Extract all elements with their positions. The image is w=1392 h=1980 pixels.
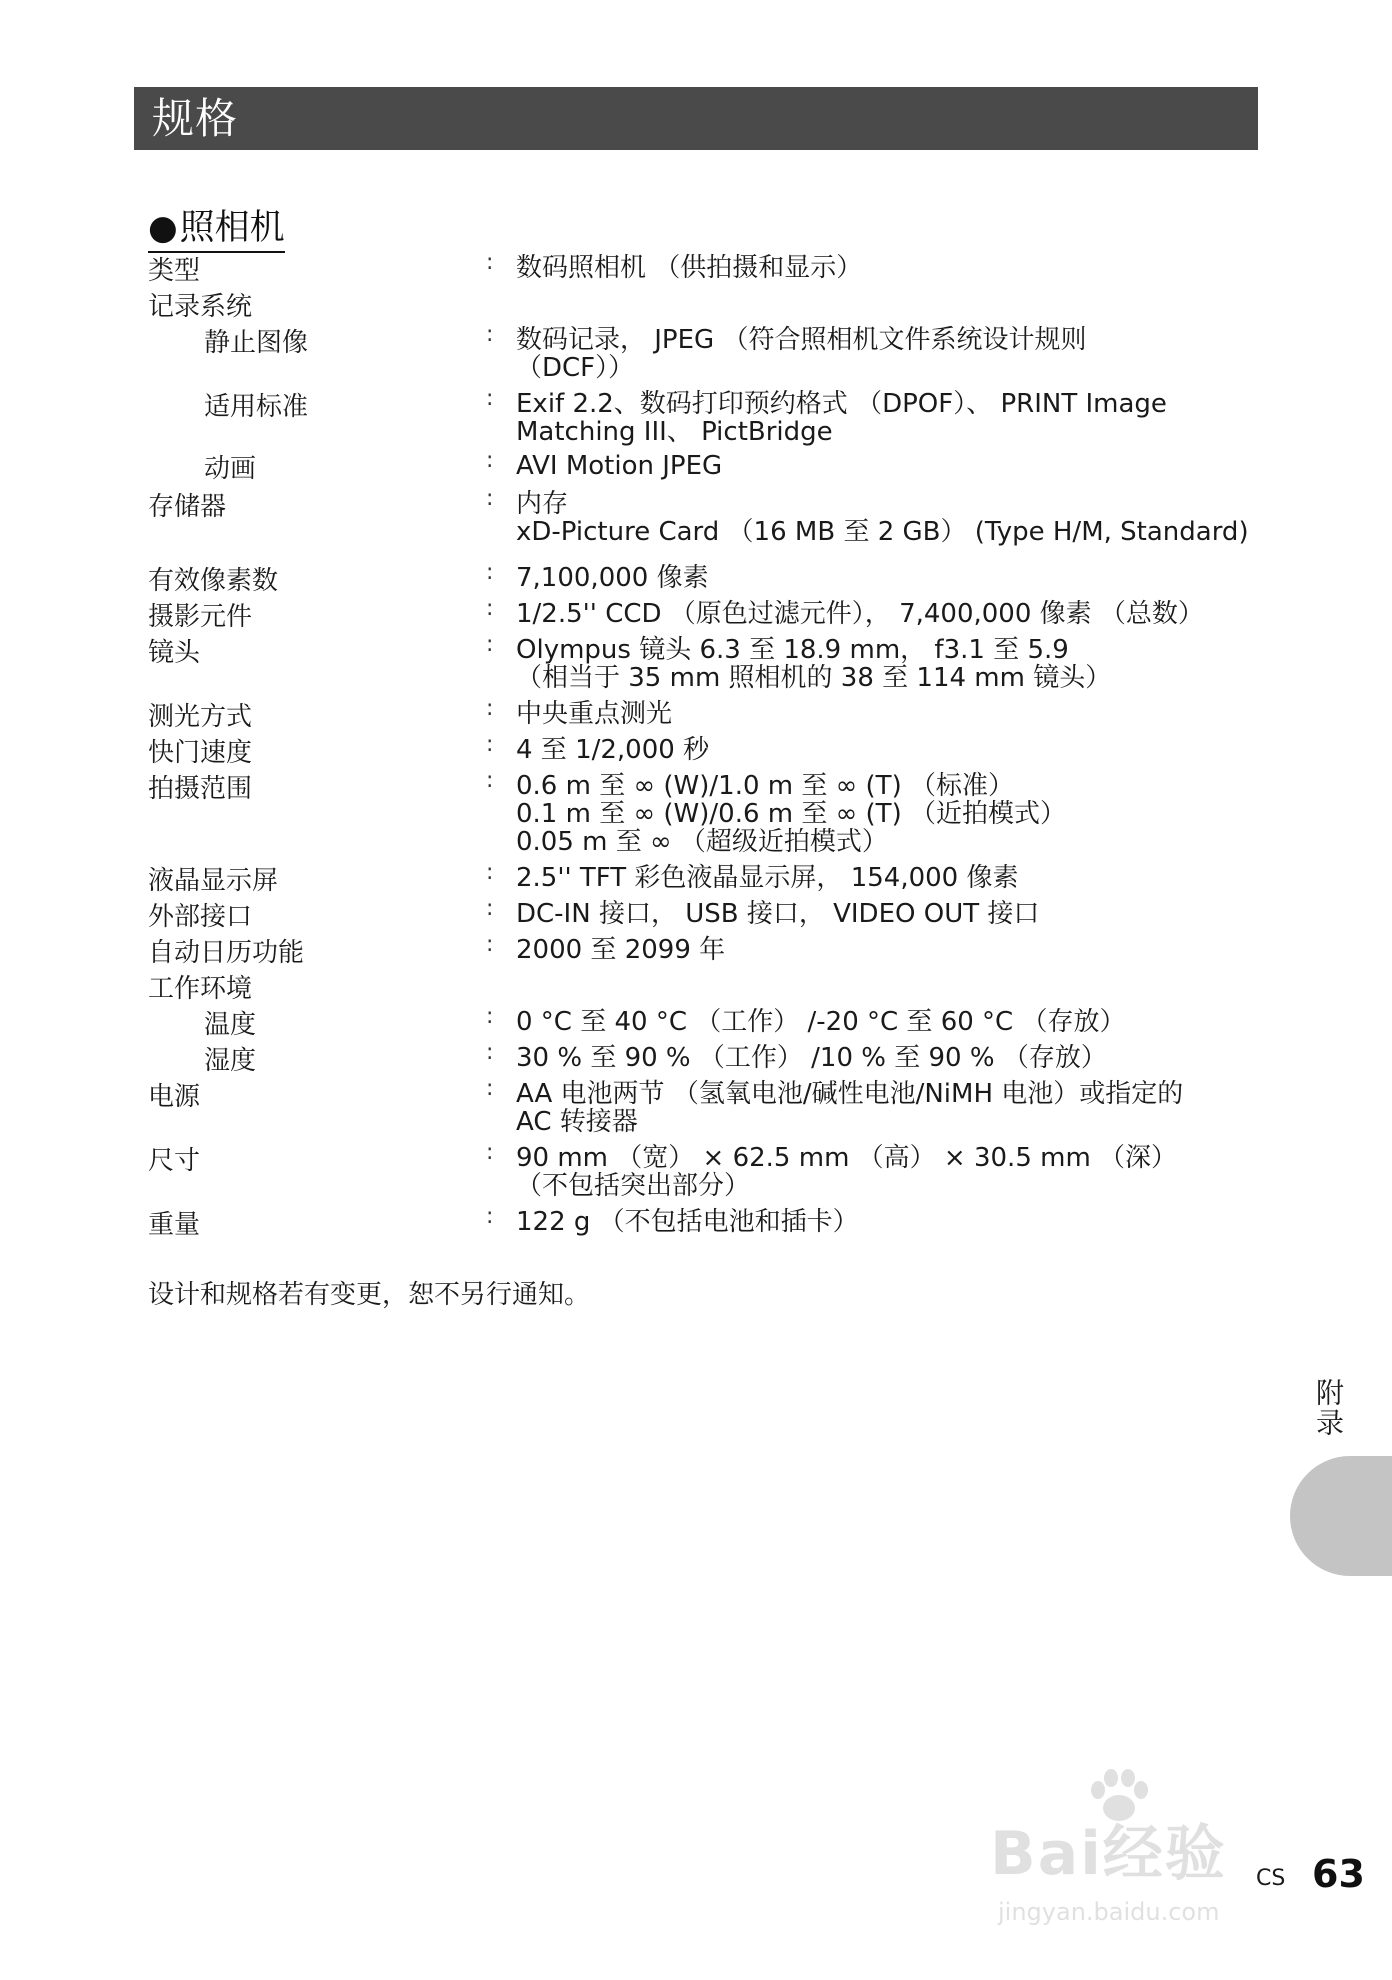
spec-label: 类型: [148, 256, 201, 286]
spec-value: [516, 864, 1256, 892]
spec-value: [516, 326, 1256, 382]
spec-label: 动画: [204, 454, 257, 484]
spec-value-line: 4 至 1/2,000 秒: [516, 735, 710, 765]
spec-value-line: Exif 2.2、数码打印预约格式 （DPOF）、 PRINT Image: [516, 389, 1167, 419]
side-tab-marker: [1290, 1456, 1392, 1576]
spec-value-line: Olympus 镜头 6.3 至 18.9 mm， f3.1 至 5.9: [516, 635, 1069, 665]
spec-value-line: 中央重点测光: [516, 699, 673, 729]
language-code: CS: [1256, 1866, 1286, 1891]
spec-label: 测光方式: [148, 702, 253, 732]
spec-value-line: 数码照相机 （供拍摄和显示）: [516, 253, 863, 283]
spec-value-line: 0.6 m 至 ∞ (W)/1.0 m 至 ∞ (T) （标准）: [516, 771, 1014, 801]
spec-label: 适用标准: [204, 392, 309, 422]
watermark-url: jingyan.baidu.com: [998, 1898, 1220, 1926]
spec-label: 液晶显示屏: [148, 866, 279, 896]
spec-value-line: 1/2.5'' CCD （原色过滤元件）， 7,400,000 像素 （总数）: [516, 599, 1204, 629]
spec-colon: :: [486, 1204, 494, 1229]
spec-value-line: 122 g （不包括电池和插卡）: [516, 1207, 859, 1237]
spec-label: 电源: [148, 1082, 201, 1112]
spec-value-line: AA 电池两节 （氢氧电池/碱性电池/NiMH 电池）或指定的: [516, 1079, 1184, 1109]
spec-colon: :: [486, 768, 494, 793]
spec-colon: :: [486, 632, 494, 657]
spec-colon: :: [486, 732, 494, 757]
spec-label: 重量: [148, 1210, 201, 1240]
spec-value-line: （不包括突出部分）: [516, 1171, 751, 1201]
spec-value: [516, 254, 1256, 282]
spec-value-line: 0.1 m 至 ∞ (W)/0.6 m 至 ∞ (T) （近拍模式）: [516, 799, 1066, 829]
spec-value-line: AC 转接器: [516, 1107, 638, 1137]
spec-value-line: xD-Picture Card （16 MB 至 2 GB） (Type H/M, Standard): [516, 517, 1249, 547]
spec-colon: :: [486, 250, 494, 275]
spec-value: [516, 736, 1256, 764]
spec-colon: :: [486, 596, 494, 621]
spec-value: [516, 900, 1256, 928]
spec-colon: :: [486, 932, 494, 957]
spec-value: [516, 700, 1256, 728]
section-heading: [148, 205, 285, 253]
spec-label: 存储器: [148, 492, 227, 522]
spec-colon: :: [486, 1076, 494, 1101]
spec-colon: :: [486, 322, 494, 347]
spec-label: 静止图像: [204, 328, 309, 358]
spec-label: 有效像素数: [148, 566, 279, 596]
spec-colon: :: [486, 1004, 494, 1029]
spec-colon: :: [486, 448, 494, 473]
spec-label: 温度: [204, 1010, 257, 1040]
side-tab-label: 附录: [1312, 1378, 1345, 1438]
spec-colon: :: [486, 1040, 494, 1065]
page-title: 规格: [152, 94, 239, 143]
spec-value: [516, 1080, 1256, 1136]
section-title: 照相机: [179, 208, 285, 248]
spec-value-line: DC-IN 接口， USB 接口， VIDEO OUT 接口: [516, 899, 1040, 929]
spec-value: [516, 1008, 1256, 1036]
spec-label: 尺寸: [148, 1146, 201, 1176]
spec-label: 拍摄范围: [148, 774, 253, 804]
spec-colon: :: [486, 860, 494, 885]
disclaimer-note: 设计和规格若有变更，恕不另行通知。: [148, 1280, 591, 1310]
spec-value: [516, 1044, 1256, 1072]
spec-colon: :: [486, 560, 494, 585]
spec-value-line: （DCF））: [516, 353, 635, 383]
spec-value-line: 90 mm （宽） × 62.5 mm （高） × 30.5 mm （深）: [516, 1143, 1178, 1173]
spec-value: [516, 390, 1256, 446]
spec-label: 快门速度: [148, 738, 253, 768]
spec-value-line: 2000 至 2099 年: [516, 935, 726, 965]
spec-value-line: 7,100,000 像素: [516, 563, 709, 593]
spec-value-line: 0 °C 至 40 °C （工作） /-20 °C 至 60 °C （存放）: [516, 1007, 1126, 1037]
spec-value-line: （相当于 35 mm 照相机的 38 至 114 mm 镜头）: [516, 663, 1112, 693]
spec-value-line: 2.5'' TFT 彩色液晶显示屏， 154,000 像素: [516, 863, 1019, 893]
spec-value-line: AVI Motion JPEG: [516, 451, 723, 481]
spec-colon: :: [486, 896, 494, 921]
spec-label: 外部接口: [148, 902, 253, 932]
spec-label: 记录系统: [148, 292, 253, 322]
spec-colon: :: [486, 696, 494, 721]
spec-value: [516, 636, 1256, 692]
spec-colon: :: [486, 1140, 494, 1165]
spec-value-line: 0.05 m 至 ∞ （超级近拍模式）: [516, 827, 888, 857]
spec-value: [516, 772, 1256, 856]
header-bar: [134, 87, 1258, 150]
spec-value-line: 内存: [516, 489, 569, 519]
spec-value: [516, 1144, 1256, 1200]
spec-value: [516, 1208, 1256, 1236]
watermark-text: Bai经验: [990, 1819, 1227, 1889]
spec-value-line: Matching III、 PictBridge: [516, 417, 833, 447]
spec-value: [516, 452, 1256, 480]
spec-value: [516, 936, 1256, 964]
bullet-icon: ●: [148, 208, 178, 248]
spec-colon: :: [486, 386, 494, 411]
spec-label: 摄影元件: [148, 602, 253, 632]
spec-value-line: 30 % 至 90 % （工作） /10 % 至 90 % （存放）: [516, 1043, 1107, 1073]
spec-value-line: 数码记录， JPEG （符合照相机文件系统设计规则: [516, 325, 1087, 355]
spec-value: [516, 564, 1256, 592]
spec-label: 自动日历功能: [148, 938, 305, 968]
spec-label: 湿度: [204, 1046, 257, 1076]
spec-value: [516, 490, 1256, 546]
spec-label: 镜头: [148, 638, 201, 668]
page-number: 63: [1312, 1852, 1365, 1896]
spec-value: [516, 600, 1256, 628]
spec-label: 工作环境: [148, 974, 253, 1004]
spec-colon: :: [486, 486, 494, 511]
watermark-logo: [990, 1768, 1310, 1938]
